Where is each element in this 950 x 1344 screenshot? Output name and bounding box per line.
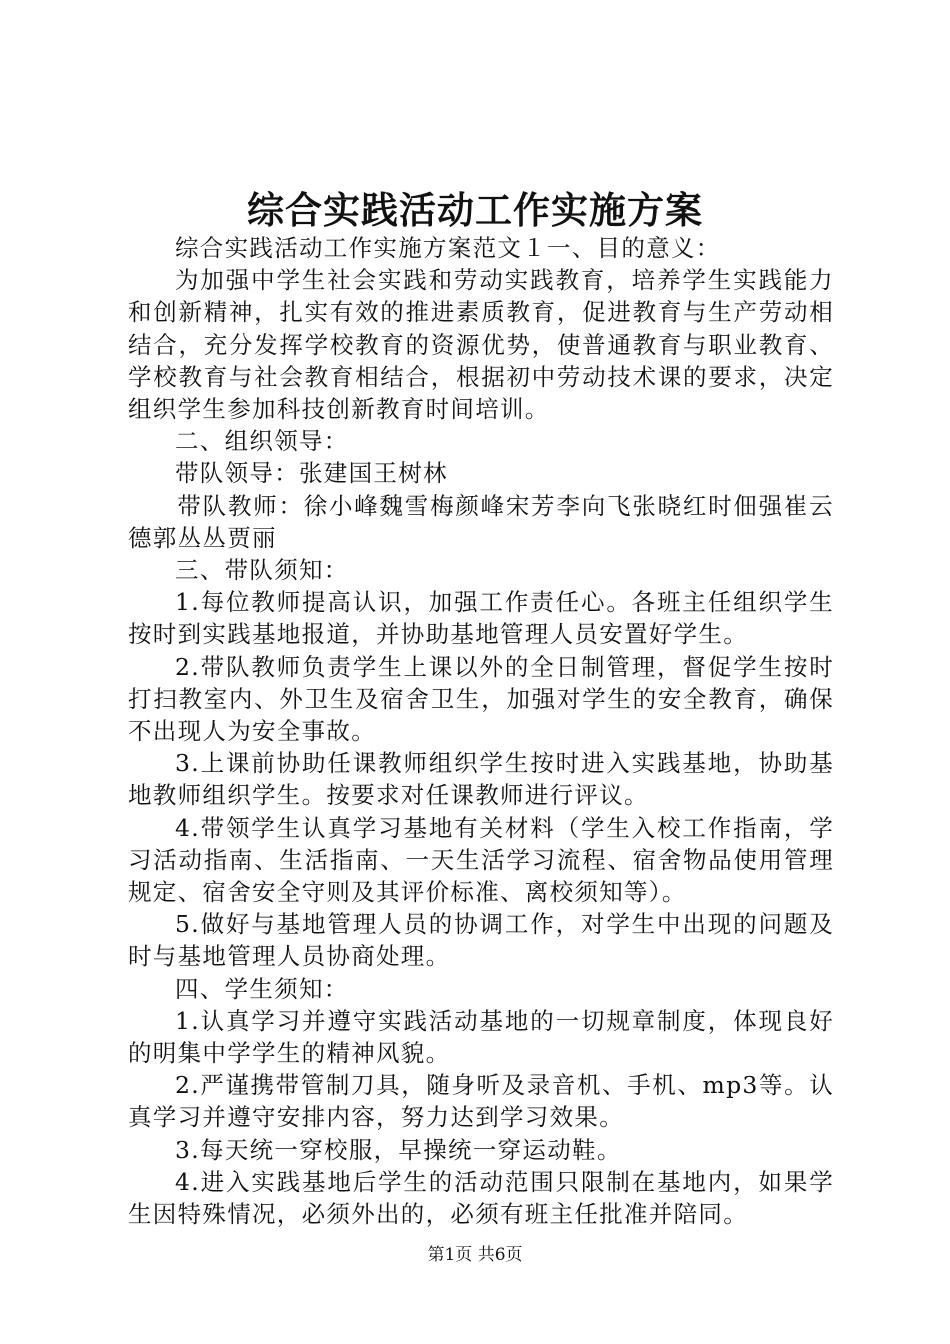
student-note-4: 4.进入实践基地后学生的活动范围只限制在基地内，如果学生因特殊情况，必须外出的，必须有班主任批准并陪同。 [128,1167,834,1229]
paragraph-leaders: 带队领导：张建国王树林 [175,459,448,488]
paragraph-purpose: 为加强中学生社会实践和劳动实践教育，培养学生实践能力和创新精神，扎实有效的推进素质教育，促进教育与生产劳动相结合，充分发挥学校教育的资源优势，使普通教育与职业教育、学校教育与社会教育相结合，根据初中劳动技术课的要求，决定组织学生参加科技创新教育时间培训。 [128,266,834,424]
document-title: 综合实践活动工作实施方案 [247,188,703,232]
student-note-2: 2.严谨携带管制刀具，随身听及录音机、手机、mp3等。认真学习并遵守安排内容，努力达到学习效果。 [128,1071,834,1132]
teacher-note-2: 2.带队教师负责学生上课以外的全日制管理，督促学生按时打扫教室内、外卫生及宿舍卫生，加强对学生的安全教育，确保不出现人为安全事故。 [128,652,834,746]
teacher-note-4: 4.带领学生认真学习基地有关材料（学生入校工作指南，学习活动指南、生活指南、一天生活学习流程、宿舍物品使用管理规定、宿舍安全守则及其评价标准、离校须知等）。 [128,813,834,907]
page-number-footer: 第1页 共6页 [427,1245,523,1265]
teacher-note-3: 3.上课前协助任课教师组织学生按时进入实践基地，协助基地教师组织学生。按要求对任课教师进行评议。 [128,749,834,810]
heading-student-notes: 四、学生须知： [175,974,349,1003]
paragraph-intro: 综合实践活动工作实施方案范文１一、目的意义： [175,234,721,262]
heading-organization: 二、组织领导： [175,427,349,456]
document-body [128,232,834,1230]
teacher-note-5: 5.做好与基地管理人员的协调工作，对学生中出现的问题及时与基地管理人员协商处理。 [128,910,834,971]
student-note-3: 3.每天统一穿校服，早操统一穿运动鞋。 [175,1135,622,1164]
heading-teacher-notes: 三、带队须知： [175,556,349,585]
paragraph-teachers: 带队教师：徐小峰魏雪梅颜峰宋芳李向飞张晓红时佃强崔云德郭丛丛贾丽 [128,491,834,552]
teacher-note-1: 1.每位教师提高认识，加强工作责任心。各班主任组织学生按时到实践基地报道，并协助基地管理人员安置好学生。 [128,588,834,649]
student-note-1: 1.认真学习并遵守实践活动基地的一切规章制度，体现良好的明集中学学生的精神风貌。 [128,1006,834,1068]
